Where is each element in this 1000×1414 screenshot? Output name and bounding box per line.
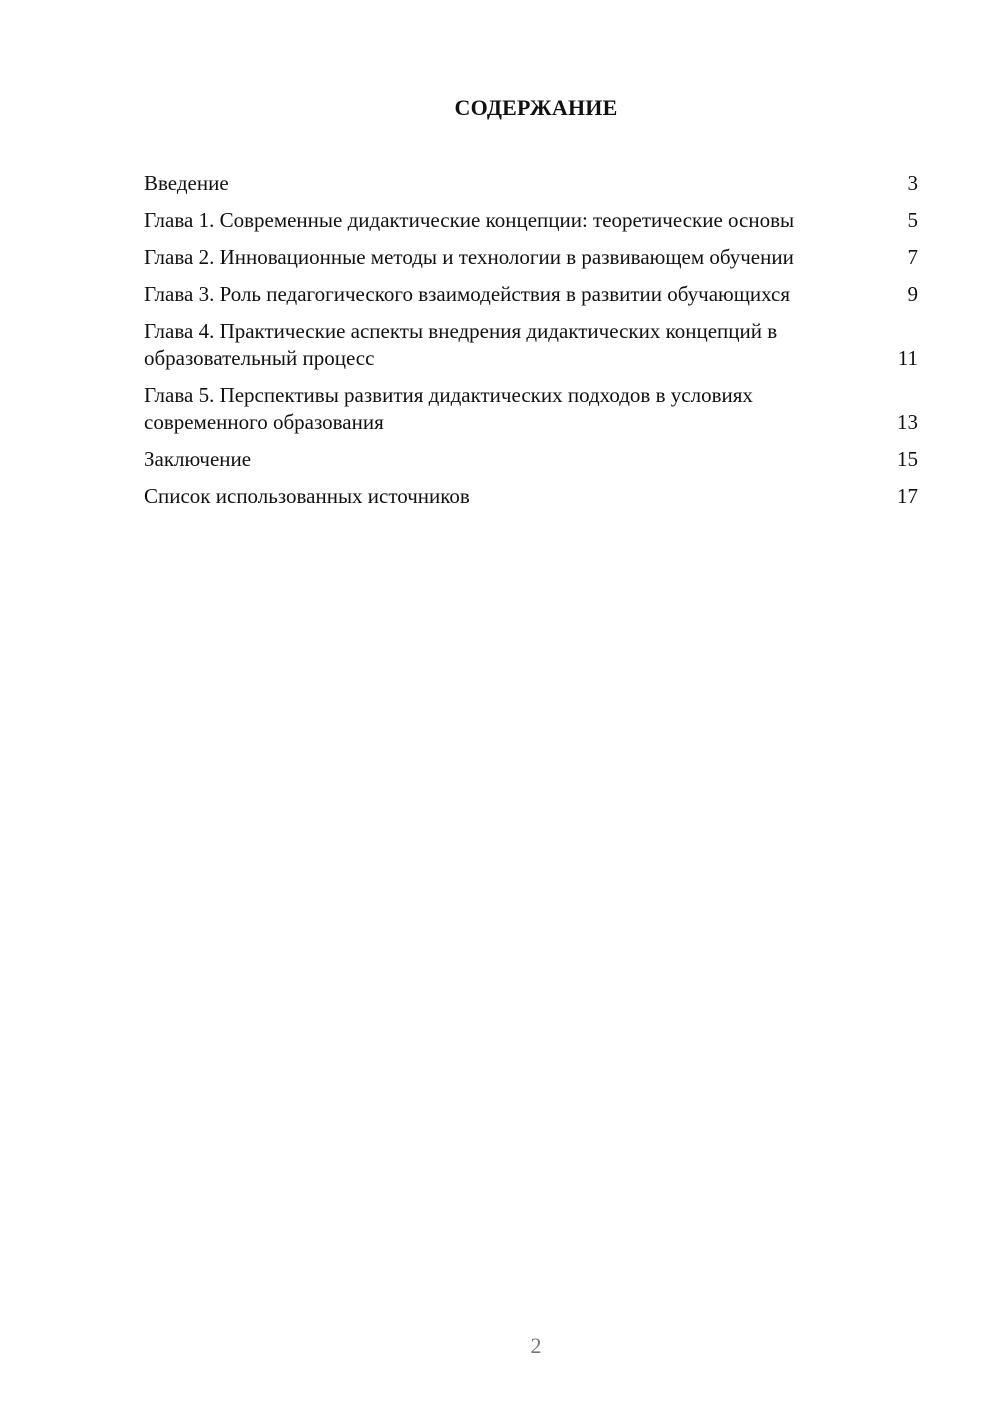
toc-entry-title: Глава 1. Современные дидактические концепции: теоретические основы [144,208,795,232]
toc-entry-title: Список использованных источников [144,484,470,508]
toc-entry [144,318,918,372]
toc-entry [144,244,918,271]
toc-entry-page: 9 [907,282,918,306]
toc-entry [144,446,918,473]
toc-entry-page: 3 [907,171,918,195]
toc-entry-page: 13 [897,410,918,434]
toc-entry-title: Заключение [144,447,252,471]
toc-entry [144,382,918,436]
toc-entry-title: Глава 2. Инновационные методы и технологии в развивающем обучении [144,245,794,269]
page-title: СОДЕРЖАНИЕ [454,95,618,120]
toc-entry-title: Введение [144,171,229,195]
toc-entry-page: 17 [897,484,918,508]
toc-entry-page: 7 [907,245,918,269]
toc-entry [144,483,918,510]
toc-entry-page: 15 [897,447,918,471]
toc-entry [144,281,918,308]
page-number: 2 [530,1333,542,1358]
toc-entry [144,207,918,234]
toc-entry-page: 11 [897,346,918,370]
toc-entry-title: Глава 3. Роль педагогического взаимодействия в развитии обучающихся [144,282,791,306]
toc-entry-title: Глава 5. Перспективы развития дидактических подходов в условиях современного образования [144,383,753,434]
toc-entry-page: 5 [907,208,918,232]
toc-entry [144,170,918,197]
table-of-contents [144,170,918,520]
toc-entry-title: Глава 4. Практические аспекты внедрения дидактических концепций в образовательный процесс [144,319,778,370]
